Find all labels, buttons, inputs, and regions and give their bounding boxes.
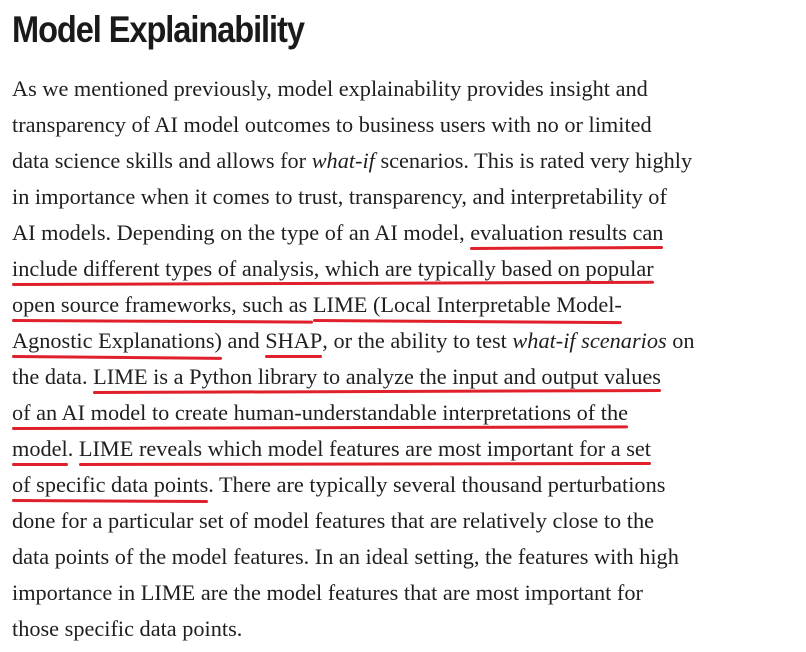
text-segment: data science skills and allows for — [12, 148, 312, 173]
underlined-text: of specific data points — [12, 467, 208, 503]
text-line-14 — [12, 539, 806, 575]
text-line-12 — [12, 467, 806, 503]
text-segment: , or the ability to test — [322, 328, 513, 353]
text-segment: those specific data points. — [12, 616, 243, 641]
section-heading: Model Explainability — [12, 9, 304, 50]
text-line-11 — [12, 431, 806, 467]
underlined-text: LIME reveals which model features are most important for a set — [79, 431, 651, 467]
text-segment: scenarios. This is rated very highly — [374, 148, 693, 173]
text-segment: . There are typically several thousand perturbations — [208, 472, 666, 497]
text-segment: on — [666, 328, 695, 353]
text-segment: AI models. Depending on the type of an AI model, — [12, 220, 471, 245]
underlined-text: of an AI model to create human-understandable interpretations of the — [12, 395, 628, 431]
underlined-text: evaluation results can — [470, 215, 663, 251]
underlined-text: open source frameworks, such as — [12, 287, 313, 323]
text-line-5 — [12, 215, 806, 251]
text-segment: the data. — [12, 364, 94, 389]
text-segment: importance in LIME are the model features that are most important for — [12, 580, 643, 605]
text-segment: transparency of AI model outcomes to business users with no or limited — [12, 112, 652, 137]
text-segment: done for a particular set of model features that are relatively close to the — [12, 508, 654, 533]
text-segment: . — [67, 436, 79, 461]
text-segment: data points of the model features. In an ideal setting, the features with high — [12, 544, 679, 569]
underlined-text: LIME (Local Interpretable Model- — [313, 287, 622, 323]
body-paragraph — [12, 71, 806, 647]
text-line-13 — [12, 503, 806, 539]
underlined-text: SHAP — [265, 323, 322, 359]
underlined-text: Agnostic Explanations) — [12, 323, 222, 359]
text-line-4 — [12, 179, 806, 215]
text-line-7 — [12, 287, 806, 323]
text-line-15 — [12, 575, 806, 611]
text-segment: As we mentioned previously, model explainability provides insight and — [12, 76, 648, 101]
text-line-16 — [12, 611, 806, 647]
underlined-text: include different types of analysis, which are typically based on popular — [12, 251, 654, 287]
text-line-3 — [12, 143, 806, 179]
text-segment: and — [221, 328, 266, 353]
text-line-6 — [12, 251, 806, 287]
text-segment: in importance when it comes to trust, transparency, and interpretability of — [12, 184, 667, 209]
text-line-9 — [12, 359, 806, 395]
text-line-10 — [12, 395, 806, 431]
text-line-8 — [12, 323, 806, 359]
text-line-1 — [12, 71, 806, 107]
italic-term: what-if — [311, 148, 375, 173]
underlined-text: LIME is a Python library to analyze the input and output values — [93, 359, 661, 395]
underlined-text: model — [12, 431, 68, 467]
text-line-2 — [12, 107, 806, 143]
italic-term: what-if scenarios — [512, 328, 667, 353]
